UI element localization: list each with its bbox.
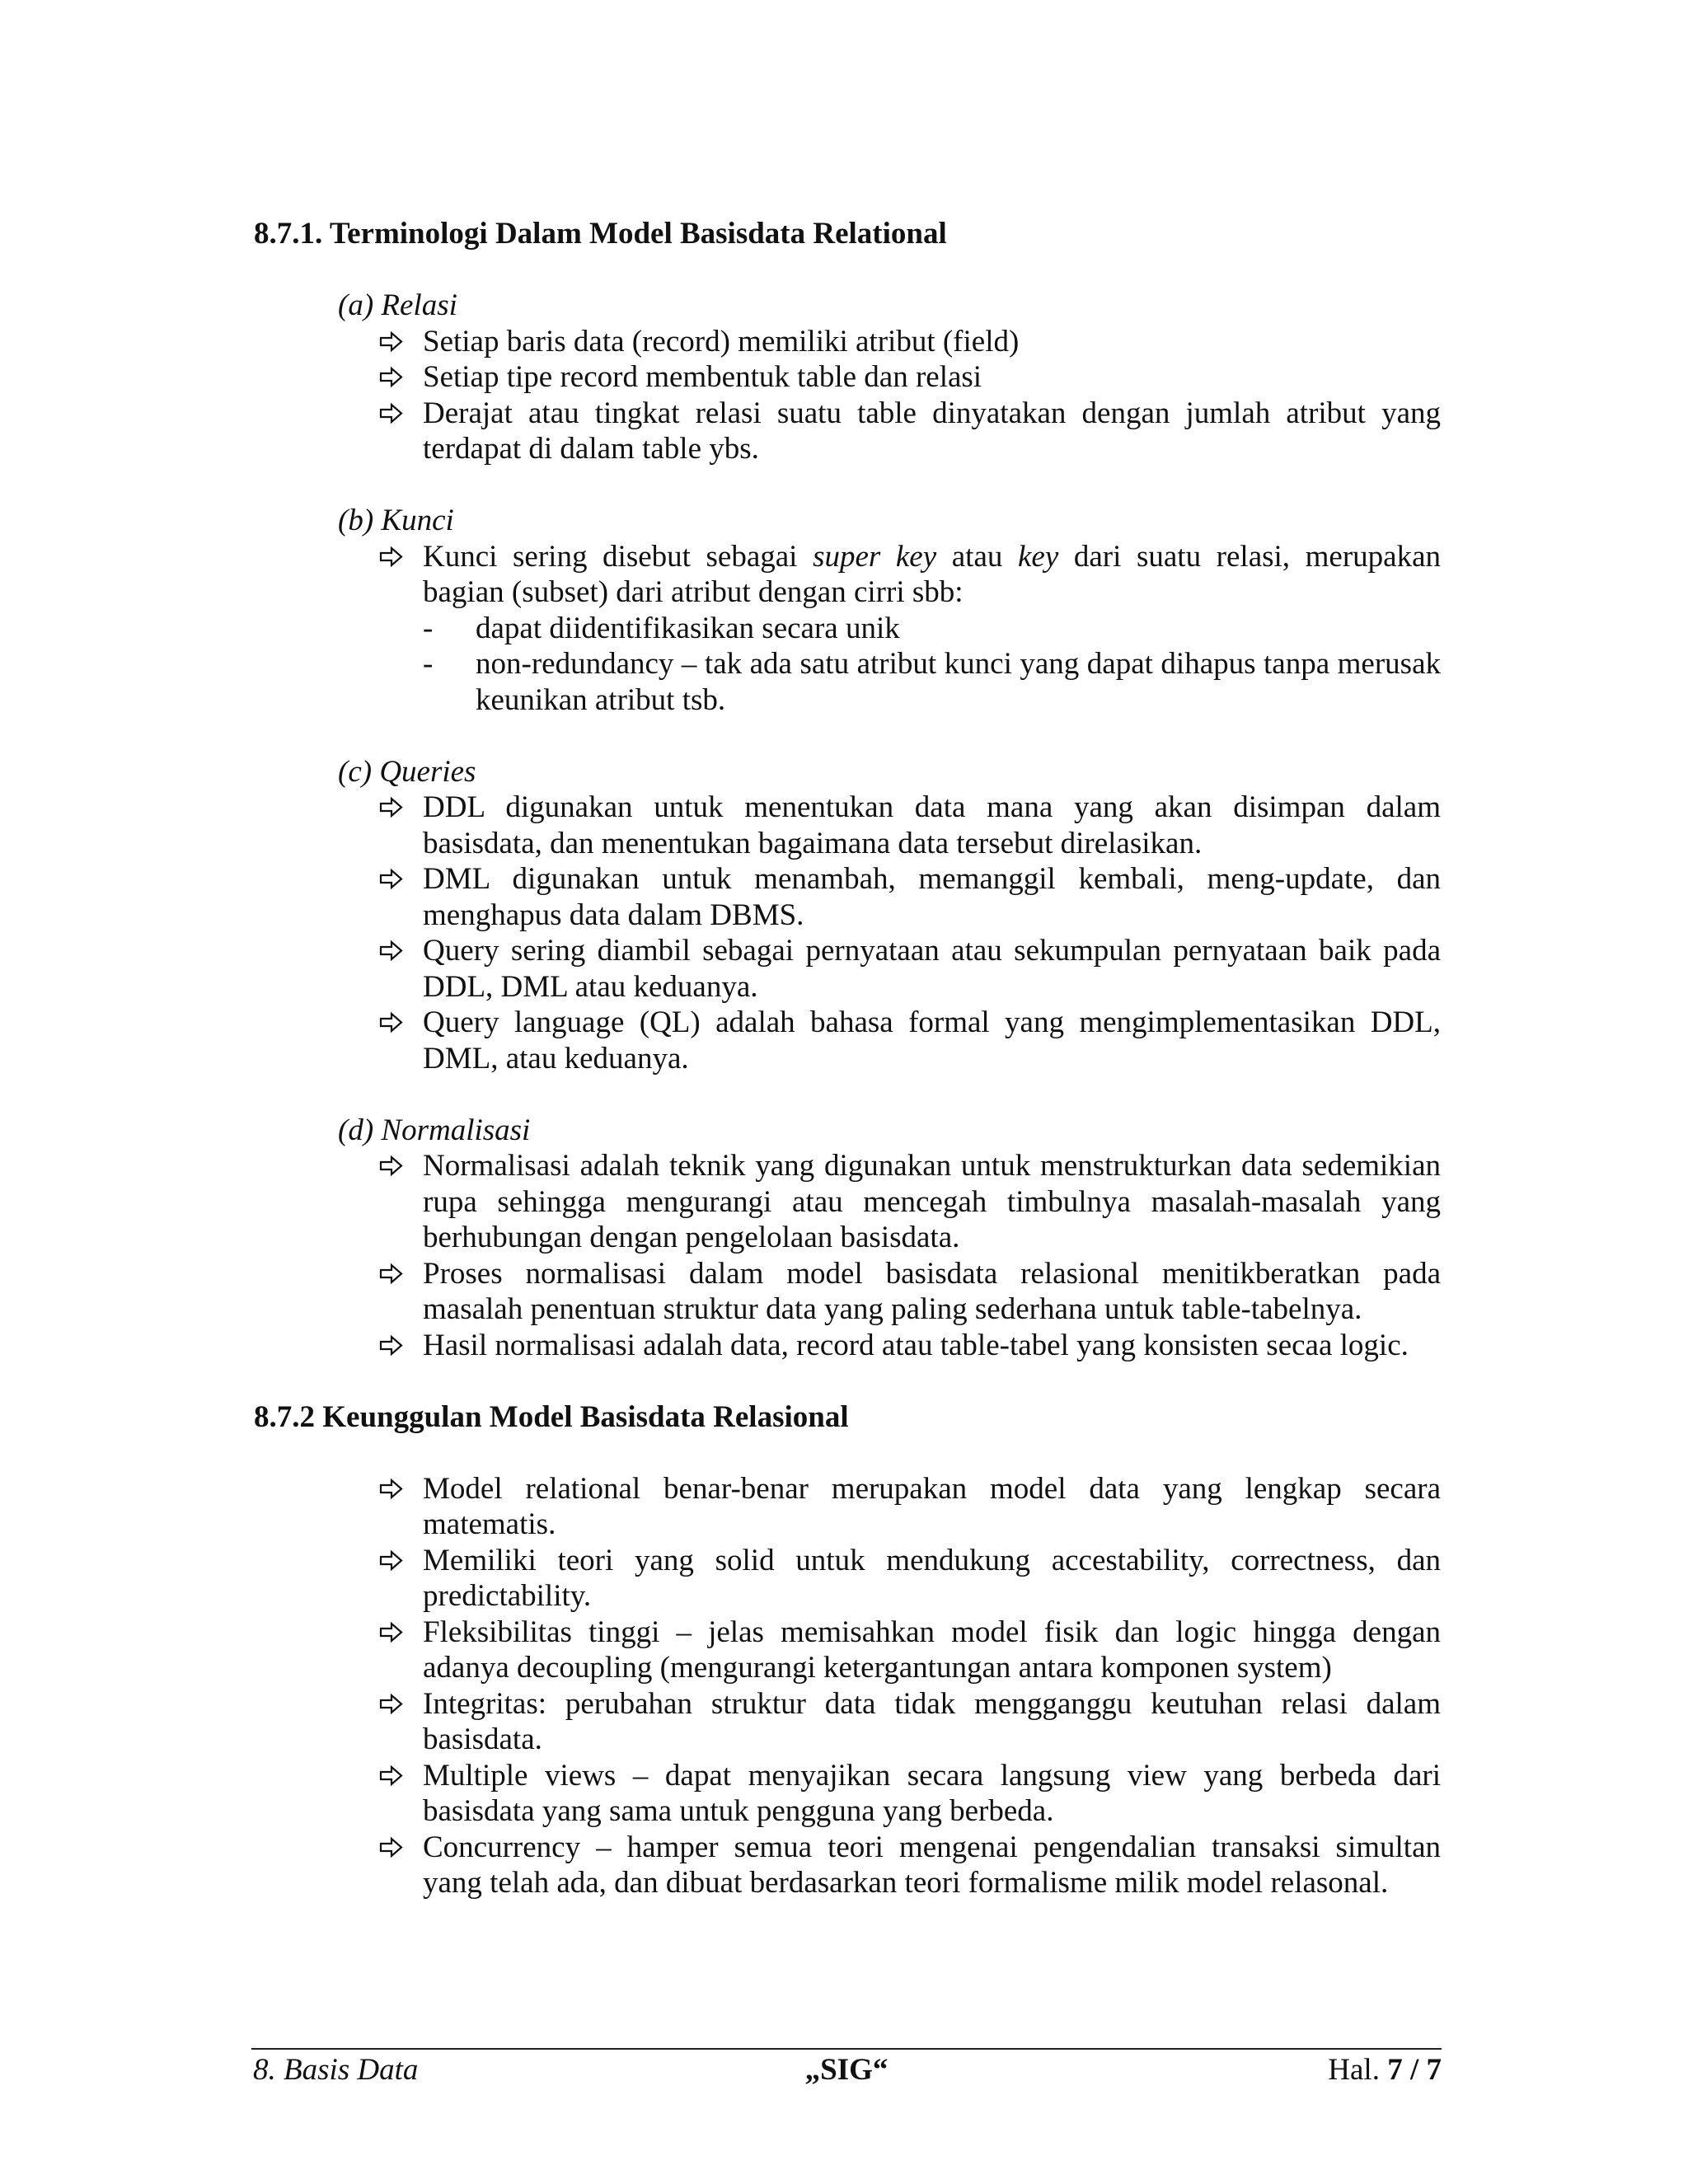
list-item — [423, 1615, 1441, 1686]
subsection-title-relasi: (a) Relasi — [338, 288, 457, 322]
right-arrow-icon — [377, 1686, 406, 1722]
right-arrow-icon — [377, 790, 406, 825]
list-item — [423, 359, 1441, 396]
list-item — [423, 539, 1441, 611]
list-item — [423, 1005, 1441, 1076]
dash-bullet: - — [423, 647, 434, 681]
list-item — [423, 396, 1441, 467]
list-item-text: Proses normalisasi dalam model basisdata relasional menitikberatkan pada masalah penentuan struktur data yang paling sederhana untuk table-tabelnya. — [423, 1256, 1441, 1326]
list-item — [423, 324, 1441, 360]
list-item-text: Memiliki teori yang solid untuk mendukung accestability, correctness, dan predictability. — [423, 1543, 1441, 1613]
right-arrow-icon — [377, 1256, 406, 1291]
list-item-text: Setiap tipe record membentuk table dan relasi — [423, 360, 982, 394]
list-item-text: DDL digunakan untuk menentukan data mana yang akan disimpan dalam basisdata, dan menentukan bagaimana data tersebut direlasikan. — [423, 790, 1441, 860]
list-item — [423, 1543, 1441, 1615]
right-arrow-icon — [377, 1758, 406, 1793]
list-item — [423, 1758, 1441, 1830]
section-heading-keunggulan: 8.7.2 Keunggulan Model Basisdata Relasional — [254, 1399, 849, 1434]
list-item-text: Concurrency – hamper semua teori mengenai pengendalian transaksi simultan yang telah ada, dan dibuat berdasarkan teori formalisme milik model relasonal. — [423, 1830, 1441, 1900]
list-item — [423, 933, 1441, 1005]
list-item-text: DML digunakan untuk menambah, memanggil kembali, meng-update, dan menghapus data dalam DBMS. — [423, 862, 1441, 932]
right-arrow-icon — [377, 1471, 406, 1507]
subsection-title-normalisasi: (d) Normalisasi — [338, 1113, 531, 1147]
list-item — [423, 1686, 1441, 1758]
right-arrow-icon — [377, 1615, 406, 1650]
dash-list-kunci — [254, 611, 1441, 719]
list-item — [423, 1148, 1441, 1256]
list-relasi — [254, 324, 1441, 467]
dash-list-item — [423, 646, 1441, 718]
subsection-title-kunci: (b) Kunci — [338, 504, 454, 537]
dash-bullet: - — [423, 611, 434, 645]
list-item-text-part: dari suatu relasi, merupakan bagian (subset) dari atribut dengan cirri sbb: — [423, 539, 1442, 609]
list-item — [423, 1830, 1441, 1901]
section-heading-terminologi: 8.7.1. Terminologi Dalam Model Basisdata Relational — [254, 217, 947, 251]
footer-chapter: 8. Basis Data — [253, 2053, 419, 2087]
term-super-key: super key — [813, 539, 937, 574]
list-item-text: Fleksibilitas tinggi – jelas memisahkan model fisik dan logic hingga dengan adanya decoupling (mengurangi ketergantungan antara komponen system) — [423, 1615, 1441, 1685]
list-queries — [254, 790, 1441, 1076]
list-item — [423, 861, 1441, 933]
list-normalisasi — [254, 1148, 1441, 1363]
dash-list-item-text: non-redundancy – tak ada satu atribut kunci yang dapat dihapus tanpa merusak keunikan atribut tsb. — [476, 647, 1441, 717]
right-arrow-icon — [377, 1328, 406, 1363]
term-key: key — [1017, 539, 1059, 574]
list-item-text-part: atau — [936, 539, 1018, 574]
page-footer — [251, 2048, 1442, 2087]
list-item-text-part: Kunci sering disebut sebagai — [423, 539, 814, 574]
subsection-title-queries: (c) Queries — [338, 754, 476, 789]
right-arrow-icon — [377, 359, 406, 395]
list-item — [423, 1256, 1441, 1328]
list-item-text: Multiple views – dapat menyajikan secara langsung view yang berbeda dari basisdata yang sama untuk pengguna yang berbeda. — [423, 1758, 1441, 1828]
list-keunggulan — [254, 1471, 1441, 1901]
footer-page-number — [1328, 2052, 1442, 2088]
right-arrow-icon — [377, 1830, 406, 1865]
list-item-text: Normalisasi adalah teknik yang digunakan untuk menstrukturkan data sedemikian rupa sehingga mengurangi atau mencegah timbulnya masalah-masalah yang berhubungan dengan pengelolaan basisdata. — [423, 1149, 1441, 1254]
list-item-text: Model relational benar-benar merupakan model data yang lengkap secara matematis. — [423, 1471, 1441, 1541]
right-arrow-icon — [377, 861, 406, 897]
page-content — [254, 216, 1441, 1901]
list-item — [423, 790, 1441, 861]
right-arrow-icon — [377, 1543, 406, 1578]
list-item-text: Integritas: perubahan struktur data tidak mengganggu keutuhan relasi dalam basisdata. — [423, 1686, 1441, 1756]
right-arrow-icon — [377, 539, 406, 574]
right-arrow-icon — [377, 1148, 406, 1183]
footer-title: „SIG“ — [804, 2053, 889, 2087]
footer-page-label: Hal. — [1328, 2053, 1388, 2087]
dash-list-item-text: dapat diidentifikasikan secara unik — [476, 611, 900, 645]
right-arrow-icon — [377, 1005, 406, 1040]
list-item-text: Setiap baris data (record) memiliki atribut (field) — [423, 324, 1020, 359]
list-item-text: Hasil normalisasi adalah data, record atau table-tabel yang konsisten secaa logic. — [423, 1328, 1409, 1362]
list-item-text: Query sering diambil sebagai pernyataan atau sekumpulan pernyataan baik pada DDL, DML atau keduanya. — [423, 934, 1441, 1004]
list-item — [423, 1471, 1441, 1543]
right-arrow-icon — [377, 933, 406, 968]
list-kunci — [254, 539, 1441, 611]
right-arrow-icon — [377, 396, 406, 431]
list-item — [423, 1328, 1441, 1364]
list-item-text: Query language (QL) adalah bahasa formal yang mengimplementasikan DDL, DML, atau keduanya. — [423, 1005, 1441, 1076]
dash-list-item — [423, 611, 1441, 647]
right-arrow-icon — [377, 324, 406, 359]
list-item-text: Derajat atau tingkat relasi suatu table dinyatakan dengan jumlah atribut yang terdapat di dalam table ybs. — [423, 396, 1441, 466]
footer-page-value: 7 / 7 — [1387, 2053, 1442, 2087]
